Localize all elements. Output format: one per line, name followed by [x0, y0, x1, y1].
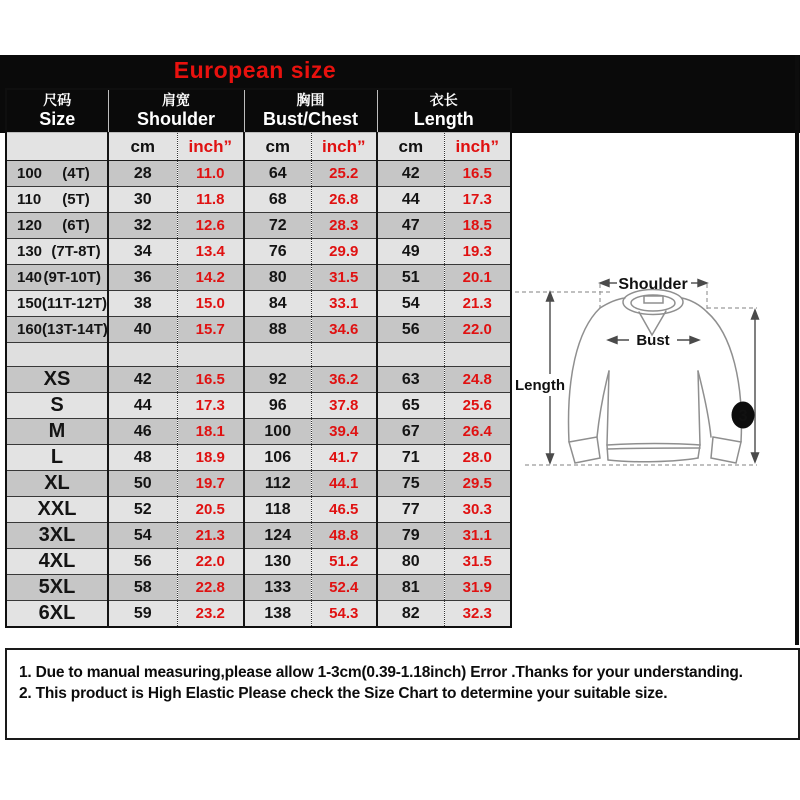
length-cm-value: 80	[377, 549, 444, 575]
unit-empty-cell	[6, 133, 108, 161]
length-cm-value: 44	[377, 187, 444, 213]
shoulder-inch-value: 22.8	[177, 575, 244, 601]
bust-cm-value: 112	[244, 471, 311, 497]
size-label: M	[6, 419, 108, 445]
size-row-XXL	[6, 497, 511, 523]
size-label: 6XL	[6, 601, 108, 628]
bust-inch-value: 31.5	[311, 265, 377, 291]
bust-inch-value: 54.3	[311, 601, 377, 628]
bust-inch-value: 29.9	[311, 239, 377, 265]
kid-age-range: (6T)	[62, 217, 90, 234]
shoulder-inch-value: 18.1	[177, 419, 244, 445]
length-inch-value: 29.5	[444, 471, 511, 497]
kid-size-label	[7, 269, 107, 286]
length-cm-value: 56	[377, 317, 444, 343]
length-inch-value: 21.3	[444, 291, 511, 317]
shoulder-cm-value: 44	[108, 393, 177, 419]
length-inch-value: 26.4	[444, 419, 511, 445]
bust-cm-value: 84	[244, 291, 311, 317]
shoulder-cm-value: 54	[108, 523, 177, 549]
size-row-150	[6, 291, 511, 317]
length-inch-value: 18.5	[444, 213, 511, 239]
size-label	[6, 265, 108, 291]
shoulder-inch-value: 18.9	[177, 445, 244, 471]
bust-cm-value: 100	[244, 419, 311, 445]
bust-cm-value: 106	[244, 445, 311, 471]
length-cm-value: 51	[377, 265, 444, 291]
dimension-arrows	[547, 280, 759, 464]
length-inch-value: 30.3	[444, 497, 511, 523]
length-cm-value: 65	[377, 393, 444, 419]
size-row-140	[6, 265, 511, 291]
svg-text:3: 3	[738, 406, 748, 425]
bust-cm-value: 124	[244, 523, 311, 549]
header-size: 尺码 Size	[6, 89, 108, 133]
size-row-130	[6, 239, 511, 265]
shoulder-cm-value: 40	[108, 317, 177, 343]
bust-inch-value: 33.1	[311, 291, 377, 317]
bust-inch-value: 26.8	[311, 187, 377, 213]
size-label: 4XL	[6, 549, 108, 575]
size-label	[6, 187, 108, 213]
bust-inch-value: 34.6	[311, 317, 377, 343]
kid-size-label	[7, 295, 107, 312]
kid-age-range: (7T-8T)	[51, 243, 101, 260]
unit-inch-label: inch”	[444, 133, 511, 161]
shoulder-cm-value: 32	[108, 213, 177, 239]
shoulder-inch-value: 23.2	[177, 601, 244, 628]
bust-cm-value: 68	[244, 187, 311, 213]
unit-inch-label: inch”	[177, 133, 244, 161]
size-label	[6, 317, 108, 343]
bust-inch-value: 51.2	[311, 549, 377, 575]
size-label	[6, 291, 108, 317]
spacer-cell	[444, 343, 511, 367]
bust-cm-value: 130	[244, 549, 311, 575]
kid-size-label	[7, 217, 107, 234]
size-row-110	[6, 187, 511, 213]
shoulder-dimension-label: Shoulder	[618, 276, 688, 293]
garment-diagram	[505, 238, 800, 488]
bust-inch-value: 52.4	[311, 575, 377, 601]
shoulder-inch-value: 21.3	[177, 523, 244, 549]
length-cm-value: 49	[377, 239, 444, 265]
bust-inch-value: 37.8	[311, 393, 377, 419]
shoulder-cm-value: 28	[108, 161, 177, 187]
size-label: XS	[6, 367, 108, 393]
shoulder-cm-value: 34	[108, 239, 177, 265]
note-line-1: 1. Due to manual measuring,please allow 1-3cm(0.39-1.18inch) Error .Thanks for your understanding.	[19, 664, 743, 681]
shoulder-cm-value: 46	[108, 419, 177, 445]
bust-inch-value: 44.1	[311, 471, 377, 497]
shoulder-cm-value: 48	[108, 445, 177, 471]
size-row-5XL	[6, 575, 511, 601]
size-row-160	[6, 317, 511, 343]
header-bust: 胸围 Bust/Chest	[244, 89, 377, 133]
kid-size-label	[7, 191, 107, 208]
shoulder-inch-value: 15.7	[177, 317, 244, 343]
size-row-M	[6, 419, 511, 445]
size-row-3XL	[6, 523, 511, 549]
spacer-cell	[6, 343, 108, 367]
length-cm-value: 67	[377, 419, 444, 445]
kid-age-range: (5T)	[62, 191, 90, 208]
length-dimension-label: Length	[515, 377, 565, 394]
shoulder-inch-value: 14.2	[177, 265, 244, 291]
kid-size-code: 110	[17, 191, 42, 208]
length-inch-value: 24.8	[444, 367, 511, 393]
length-cm-value: 82	[377, 601, 444, 628]
length-inch-value: 31.1	[444, 523, 511, 549]
shoulder-cm-value: 59	[108, 601, 177, 628]
size-row-100	[6, 161, 511, 187]
length-cm-value: 75	[377, 471, 444, 497]
kid-size-label	[7, 243, 107, 260]
shoulder-inch-value: 11.0	[177, 161, 244, 187]
size-label: XXL	[6, 497, 108, 523]
bust-inch-value: 46.5	[311, 497, 377, 523]
kid-age-range: (9T-10T)	[43, 269, 101, 286]
shoulder-inch-value: 22.0	[177, 549, 244, 575]
shoulder-cm-value: 38	[108, 291, 177, 317]
shoulder-cm-value: 56	[108, 549, 177, 575]
length-inch-value: 17.3	[444, 187, 511, 213]
kid-age-range: (13T-14T)	[42, 321, 108, 338]
unit-cm-label: cm	[244, 133, 311, 161]
kid-age-range: (11T-12T)	[42, 295, 108, 312]
bust-inch-value: 25.2	[311, 161, 377, 187]
bust-dimension-label: Bust	[636, 332, 670, 349]
length-inch-value: 25.6	[444, 393, 511, 419]
length-inch-value: 20.1	[444, 265, 511, 291]
kid-size-code: 150	[17, 295, 43, 312]
unit-inch-label: inch”	[311, 133, 377, 161]
kid-size-label	[7, 321, 107, 338]
size-table-body	[6, 161, 511, 628]
unit-cm-label: cm	[108, 133, 177, 161]
length-inch-value: 31.9	[444, 575, 511, 601]
size-label	[6, 161, 108, 187]
shoulder-cm-value: 50	[108, 471, 177, 497]
bust-cm-value: 133	[244, 575, 311, 601]
shoulder-inch-value: 20.5	[177, 497, 244, 523]
note-line-2: 2. This product is High Elastic Please check the Size Chart to determine your suitable size.	[19, 685, 668, 702]
bust-inch-value: 36.2	[311, 367, 377, 393]
size-row-L	[6, 445, 511, 471]
spacer-cell	[244, 343, 311, 367]
length-inch-value: 19.3	[444, 239, 511, 265]
shoulder-inch-value: 12.6	[177, 213, 244, 239]
bust-inch-value: 41.7	[311, 445, 377, 471]
kid-size-code: 140	[17, 269, 43, 286]
header-length: 衣长 Length	[377, 89, 511, 133]
bust-cm-value: 80	[244, 265, 311, 291]
kid-size-code: 120	[17, 217, 43, 234]
spacer-cell	[377, 343, 444, 367]
length-cm-value: 71	[377, 445, 444, 471]
spacer-cell	[177, 343, 244, 367]
length-cm-value: 63	[377, 367, 444, 393]
shoulder-inch-value: 19.7	[177, 471, 244, 497]
shoulder-cm-value: 30	[108, 187, 177, 213]
length-cm-value: 54	[377, 291, 444, 317]
table-header-row	[6, 89, 511, 133]
length-inch-value: 31.5	[444, 549, 511, 575]
shoulder-cm-value: 58	[108, 575, 177, 601]
size-row-4XL	[6, 549, 511, 575]
bust-cm-value: 92	[244, 367, 311, 393]
unit-cm-label: cm	[377, 133, 444, 161]
bust-inch-value: 28.3	[311, 213, 377, 239]
bust-cm-value: 64	[244, 161, 311, 187]
bust-inch-value: 39.4	[311, 419, 377, 445]
kid-size-label	[7, 165, 107, 182]
spacer-cell	[108, 343, 177, 367]
size-label: XL	[6, 471, 108, 497]
length-inch-value: 28.0	[444, 445, 511, 471]
page-title: European size	[173, 57, 337, 83]
shoulder-cm-value: 36	[108, 265, 177, 291]
shoulder-cm-value: 42	[108, 367, 177, 393]
shoulder-inch-value: 11.8	[177, 187, 244, 213]
size-table	[5, 88, 512, 628]
badge-3-icon	[732, 402, 755, 429]
shoulder-inch-value: 13.4	[177, 239, 244, 265]
kid-size-code: 100	[17, 165, 43, 182]
shoulder-cm-value: 52	[108, 497, 177, 523]
size-label: 5XL	[6, 575, 108, 601]
header-shoulder: 肩宽 Shoulder	[108, 89, 244, 133]
notes-box	[5, 648, 800, 740]
length-inch-value: 32.3	[444, 601, 511, 628]
length-inch-value: 16.5	[444, 161, 511, 187]
size-label: S	[6, 393, 108, 419]
bust-cm-value: 118	[244, 497, 311, 523]
bust-cm-value: 96	[244, 393, 311, 419]
bust-cm-value: 76	[244, 239, 311, 265]
sweater-outline-icon	[569, 290, 742, 464]
bust-inch-value: 48.8	[311, 523, 377, 549]
unit-row	[6, 133, 511, 161]
kid-age-range: (4T)	[62, 165, 90, 182]
length-cm-value: 42	[377, 161, 444, 187]
bust-cm-value: 88	[244, 317, 311, 343]
kid-size-code: 130	[17, 243, 43, 260]
size-row-120	[6, 213, 511, 239]
size-row-XL	[6, 471, 511, 497]
size-row-6XL	[6, 601, 511, 628]
length-cm-value: 81	[377, 575, 444, 601]
kid-size-code: 160	[17, 321, 43, 338]
bust-cm-value: 138	[244, 601, 311, 628]
size-row-S	[6, 393, 511, 419]
size-label: L	[6, 445, 108, 471]
length-inch-value: 22.0	[444, 317, 511, 343]
spacer-row	[6, 343, 511, 367]
bust-cm-value: 72	[244, 213, 311, 239]
shoulder-inch-value: 15.0	[177, 291, 244, 317]
length-cm-value: 77	[377, 497, 444, 523]
length-cm-value: 47	[377, 213, 444, 239]
shoulder-inch-value: 17.3	[177, 393, 244, 419]
length-cm-value: 79	[377, 523, 444, 549]
size-row-XS	[6, 367, 511, 393]
size-label	[6, 213, 108, 239]
spacer-cell	[311, 343, 377, 367]
size-label: 3XL	[6, 523, 108, 549]
size-label	[6, 239, 108, 265]
shoulder-inch-value: 16.5	[177, 367, 244, 393]
